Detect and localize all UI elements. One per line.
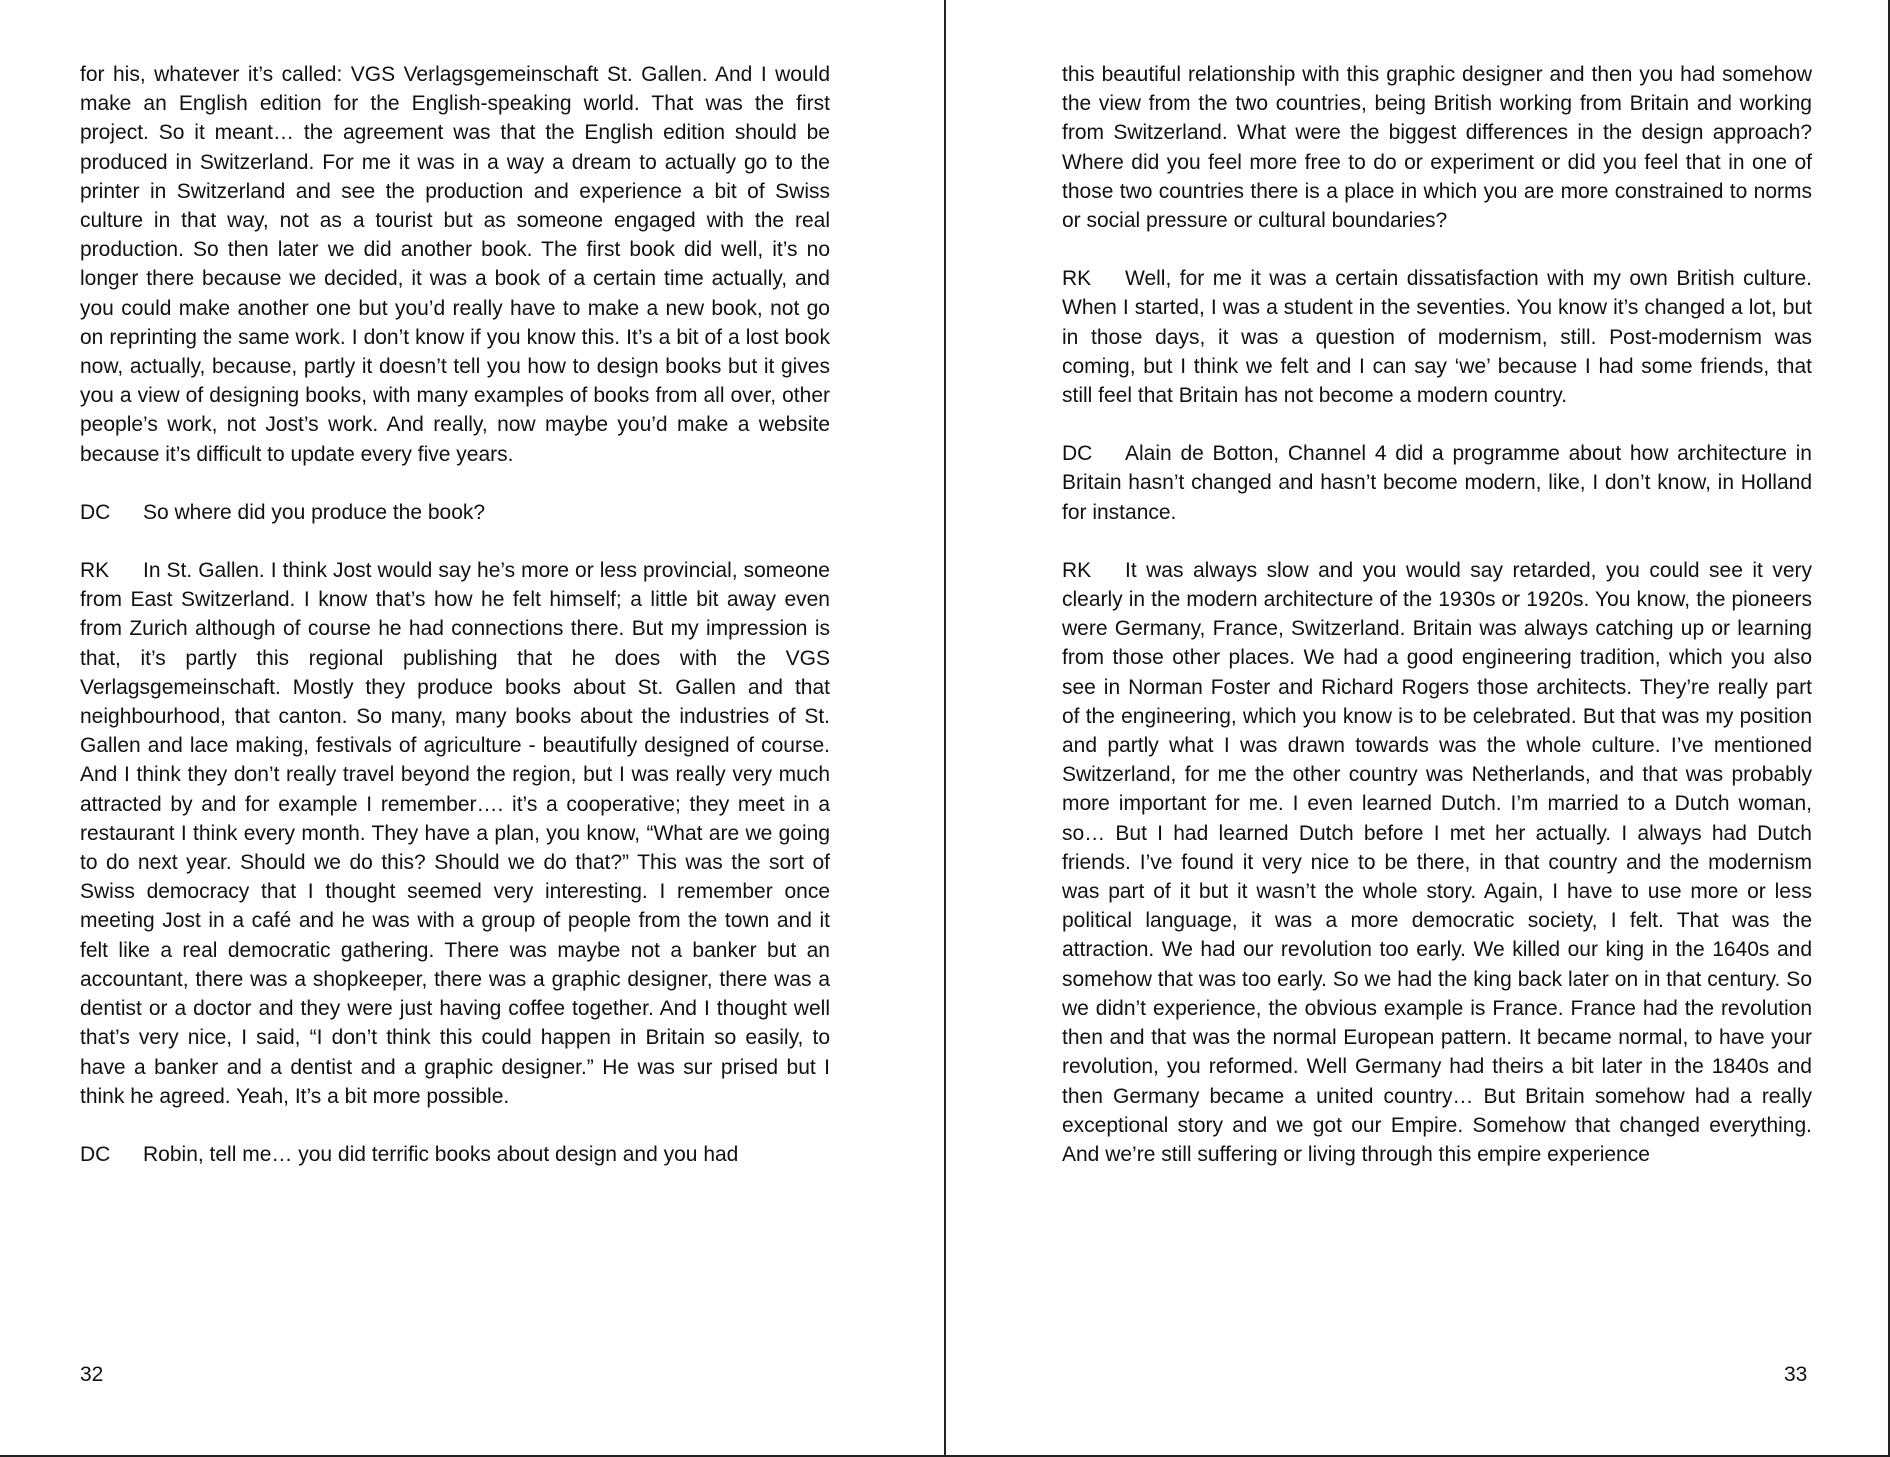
right-page [1062,60,1812,1290]
page-number-left: 32 [80,1363,104,1386]
paragraph-text: Robin, tell me… you did terrific books about design and you had [143,1142,739,1166]
page-divider [944,0,946,1457]
paragraph [1062,60,1812,235]
paragraph [1062,439,1812,527]
speaker-label: DC [1062,442,1093,466]
paragraph-text: So where did you produce the book? [143,500,486,524]
paragraph-text: Well, for me it was a certain dissatisfaction with my own British culture. When I started, I was a student in the seventies. You know it’s changed a lot, but in those days, it was a question of modernism, still. Post-modernism was coming, but I think we felt and I can say ‘we’ because I had some friends, that still feel that Britain has not become a modern country. [1062,267,1812,408]
paragraph [1062,556,1812,1169]
speaker-label: RK [1062,267,1092,291]
paragraph-text: Alain de Botton, Channel 4 did a programme about how architecture in Britain hasn’t changed and hasn’t become modern, like, I don’t know, in Holland for instance. [1062,442,1812,524]
paragraph-text: In St. Gallen. I think Jost would say he’s more or less provincial, someone from East Switzerland. I know that’s how he felt himself; a little bit away even from Zurich although of course he had connections there. But my impression is that, it’s partly this regional publishing that he does with the VGS Verlagsgemeinschaft. Mostly they produce books about St. Gallen and that neighbourhood, that canton. So many, many books about the industries of St. Gallen and lace making, festivals of agriculture - beautifully designed of course. And I think they don’t really travel beyond the region, but I was really very much attracted by and for example I remember…. it’s a cooperative; they meet in a restaurant I think every month. They have a plan, you know, “What are we going to do next year. Should we do this? Should we do that?” This was the sort of Swiss democracy that I thought seemed very interesting. I remember once meeting Jost in a café and he was with a group of people from the town and it felt like a real democratic gathering. There was maybe not a banker but an accountant, there was a shopkeeper, there was a graphic designer, there was a dentist or a doctor and they were just having coffee together. And I thought well that’s very nice, I said, “I don’t think this could happen in Britain so easily, to have a banker and a dentist and a graphic designer.” He was sur prised but I think he agreed. Yeah, It’s a bit more possible. [80,559,830,1108]
paragraph [80,556,830,1111]
page-number-right: 33 [1784,1363,1808,1386]
speaker-label: RK [1062,558,1092,582]
paragraph-text: for his, whatever it’s called: VGS Verlagsgemeinschaft St. Gallen. And I would make an English edition for the English-speaking world. That was the first project. So it meant… the agreement was that the English edition should be produced in Switzerland. For me it was in a way a dream to actually go to the printer in Switzerland and see the production and experience a bit of Swiss culture in that way, not as a tourist but as someone engaged with the real production. So then later we did another book. The first book did well, it’s no longer there because we decided, it was a book of a certain time actually, and you could make another one but you’d really have to make a new book, not go on reprinting the same work. I don’t know if you know this. It’s a bit of a lost book now, actually, because, partly it doesn’t tell you how to design books but it gives you a view of designing books, with many examples of books from all over, other people’s work, not Jost’s work. And really, now maybe you’d make a website because it’s difficult to update every five years. [80,63,830,466]
speaker-label: RK [80,559,110,583]
paragraph-text: It was always slow and you would say retarded, you could see it very clearly in the modern architecture of the 1930s or 1920s. You know, the pioneers were Germany, France, Switzerland. Britain was always catching up or learning from those other places. We had a good engineering tradition, which you also see in Norman Foster and Richard Rogers those architects. They’re really part of the engineering, which you know is to be celebrated. But that was my position and partly what I was drawn towards was the whole culture. I’ve mentioned Switzerland, for me the other country was Netherlands, and that was probably more important for me. I even learned Dutch. I’m married to a Dutch woman, so… But I had learned Dutch before I met her actually. I always had Dutch friends. I’ve found it very nice to be there, in that country and the modernism was part of it but it wasn’t the whole story. Again, I have to use more or less political language, it was a more democratic society, I felt. That was the attraction. We had our revolution too early. We killed our king in the 1640s and somehow that was too early. So we had the king back later on in that century. So we didn’t experience, the obvious example is France. France had the revolution then and that was the normal European pattern. It became normal, to have your revolution, you reformed. Well Germany had theirs a bit later in the 1840s and then Germany became a united country… But Britain somehow had a really exceptional story and we got our Empire. Somehow that changed everything. And we’re still suffering or living through this empire experience [1062,558,1812,1166]
paragraph-text: this beautiful relationship with this graphic designer and then you had somehow the view from the two countries, being British working from Britain and working from Switzerland. What were the biggest differences in the design approach? Where did you feel more free to do or experiment or did you feel that in one of those two countries there is a place in which you are more constrained to norms or social pressure or cultural boundaries? [1062,63,1812,233]
speaker-label: DC [80,1142,111,1166]
paragraph [80,498,830,527]
paragraph [80,1140,830,1169]
paragraph [80,60,830,469]
left-page [80,60,830,1290]
speaker-label: DC [80,500,111,524]
paragraph [1062,264,1812,410]
